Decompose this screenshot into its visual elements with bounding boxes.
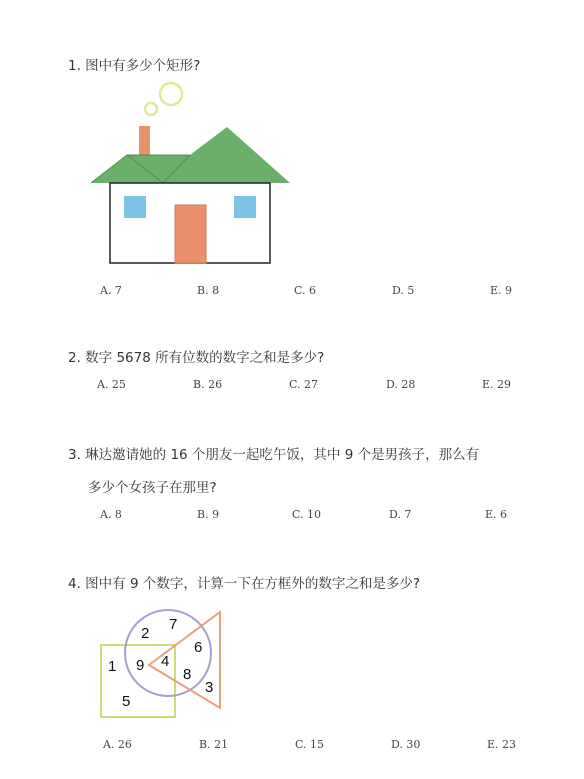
q3-option-a[interactable]: A. 8 xyxy=(100,508,122,521)
q2-option-c[interactable]: C. 27 xyxy=(289,378,319,391)
figure-number: 1 xyxy=(108,658,117,675)
q3-option-b[interactable]: B. 9 xyxy=(197,508,220,521)
q1-option-d[interactable]: D. 5 xyxy=(392,284,415,297)
q2-option-d[interactable]: D. 28 xyxy=(386,378,416,391)
question-3-text-line2: 多少个女孩子在那里? xyxy=(88,480,217,496)
q3-option-e[interactable]: E. 6 xyxy=(485,508,508,521)
figure-number: 4 xyxy=(161,653,170,670)
figure-number: 6 xyxy=(194,639,203,656)
question-1-text: 1. 图中有多少个矩形? xyxy=(68,58,201,74)
q1-option-c[interactable]: C. 6 xyxy=(294,284,317,297)
q4-option-e[interactable]: E. 23 xyxy=(487,738,517,751)
q4-option-c[interactable]: C. 15 xyxy=(295,738,325,751)
question-3-text-line1: 3. 琳达邀请她的 16 个朋友一起吃午饭，其中 9 个是男孩子，那么有 xyxy=(68,447,480,463)
q2-option-e[interactable]: E. 29 xyxy=(482,378,512,391)
question-4-text: 4. 图中有 9 个数字，计算一下在方框外的数字之和是多少? xyxy=(68,576,421,592)
figure-number: 7 xyxy=(169,616,178,633)
q1-option-e[interactable]: E. 9 xyxy=(490,284,513,297)
figure-number: 2 xyxy=(141,625,150,642)
q4-option-d[interactable]: D. 30 xyxy=(391,738,421,751)
q3-option-c[interactable]: C. 10 xyxy=(292,508,322,521)
figure-number: 9 xyxy=(136,657,145,674)
q4-option-a[interactable]: A. 26 xyxy=(103,738,132,751)
q3-option-d[interactable]: D. 7 xyxy=(389,508,412,521)
question-2-text: 2. 数字 5678 所有位数的数字之和是多少? xyxy=(68,350,325,366)
q2-option-a[interactable]: A. 25 xyxy=(97,378,126,391)
q2-option-b[interactable]: B. 26 xyxy=(193,378,223,391)
q4-option-b[interactable]: B. 21 xyxy=(199,738,229,751)
q1-option-b[interactable]: B. 8 xyxy=(197,284,220,297)
figure-number: 5 xyxy=(122,693,131,710)
figure-number: 3 xyxy=(205,679,214,696)
figure-number: 8 xyxy=(183,666,192,683)
q1-option-a[interactable]: A. 7 xyxy=(100,284,122,297)
